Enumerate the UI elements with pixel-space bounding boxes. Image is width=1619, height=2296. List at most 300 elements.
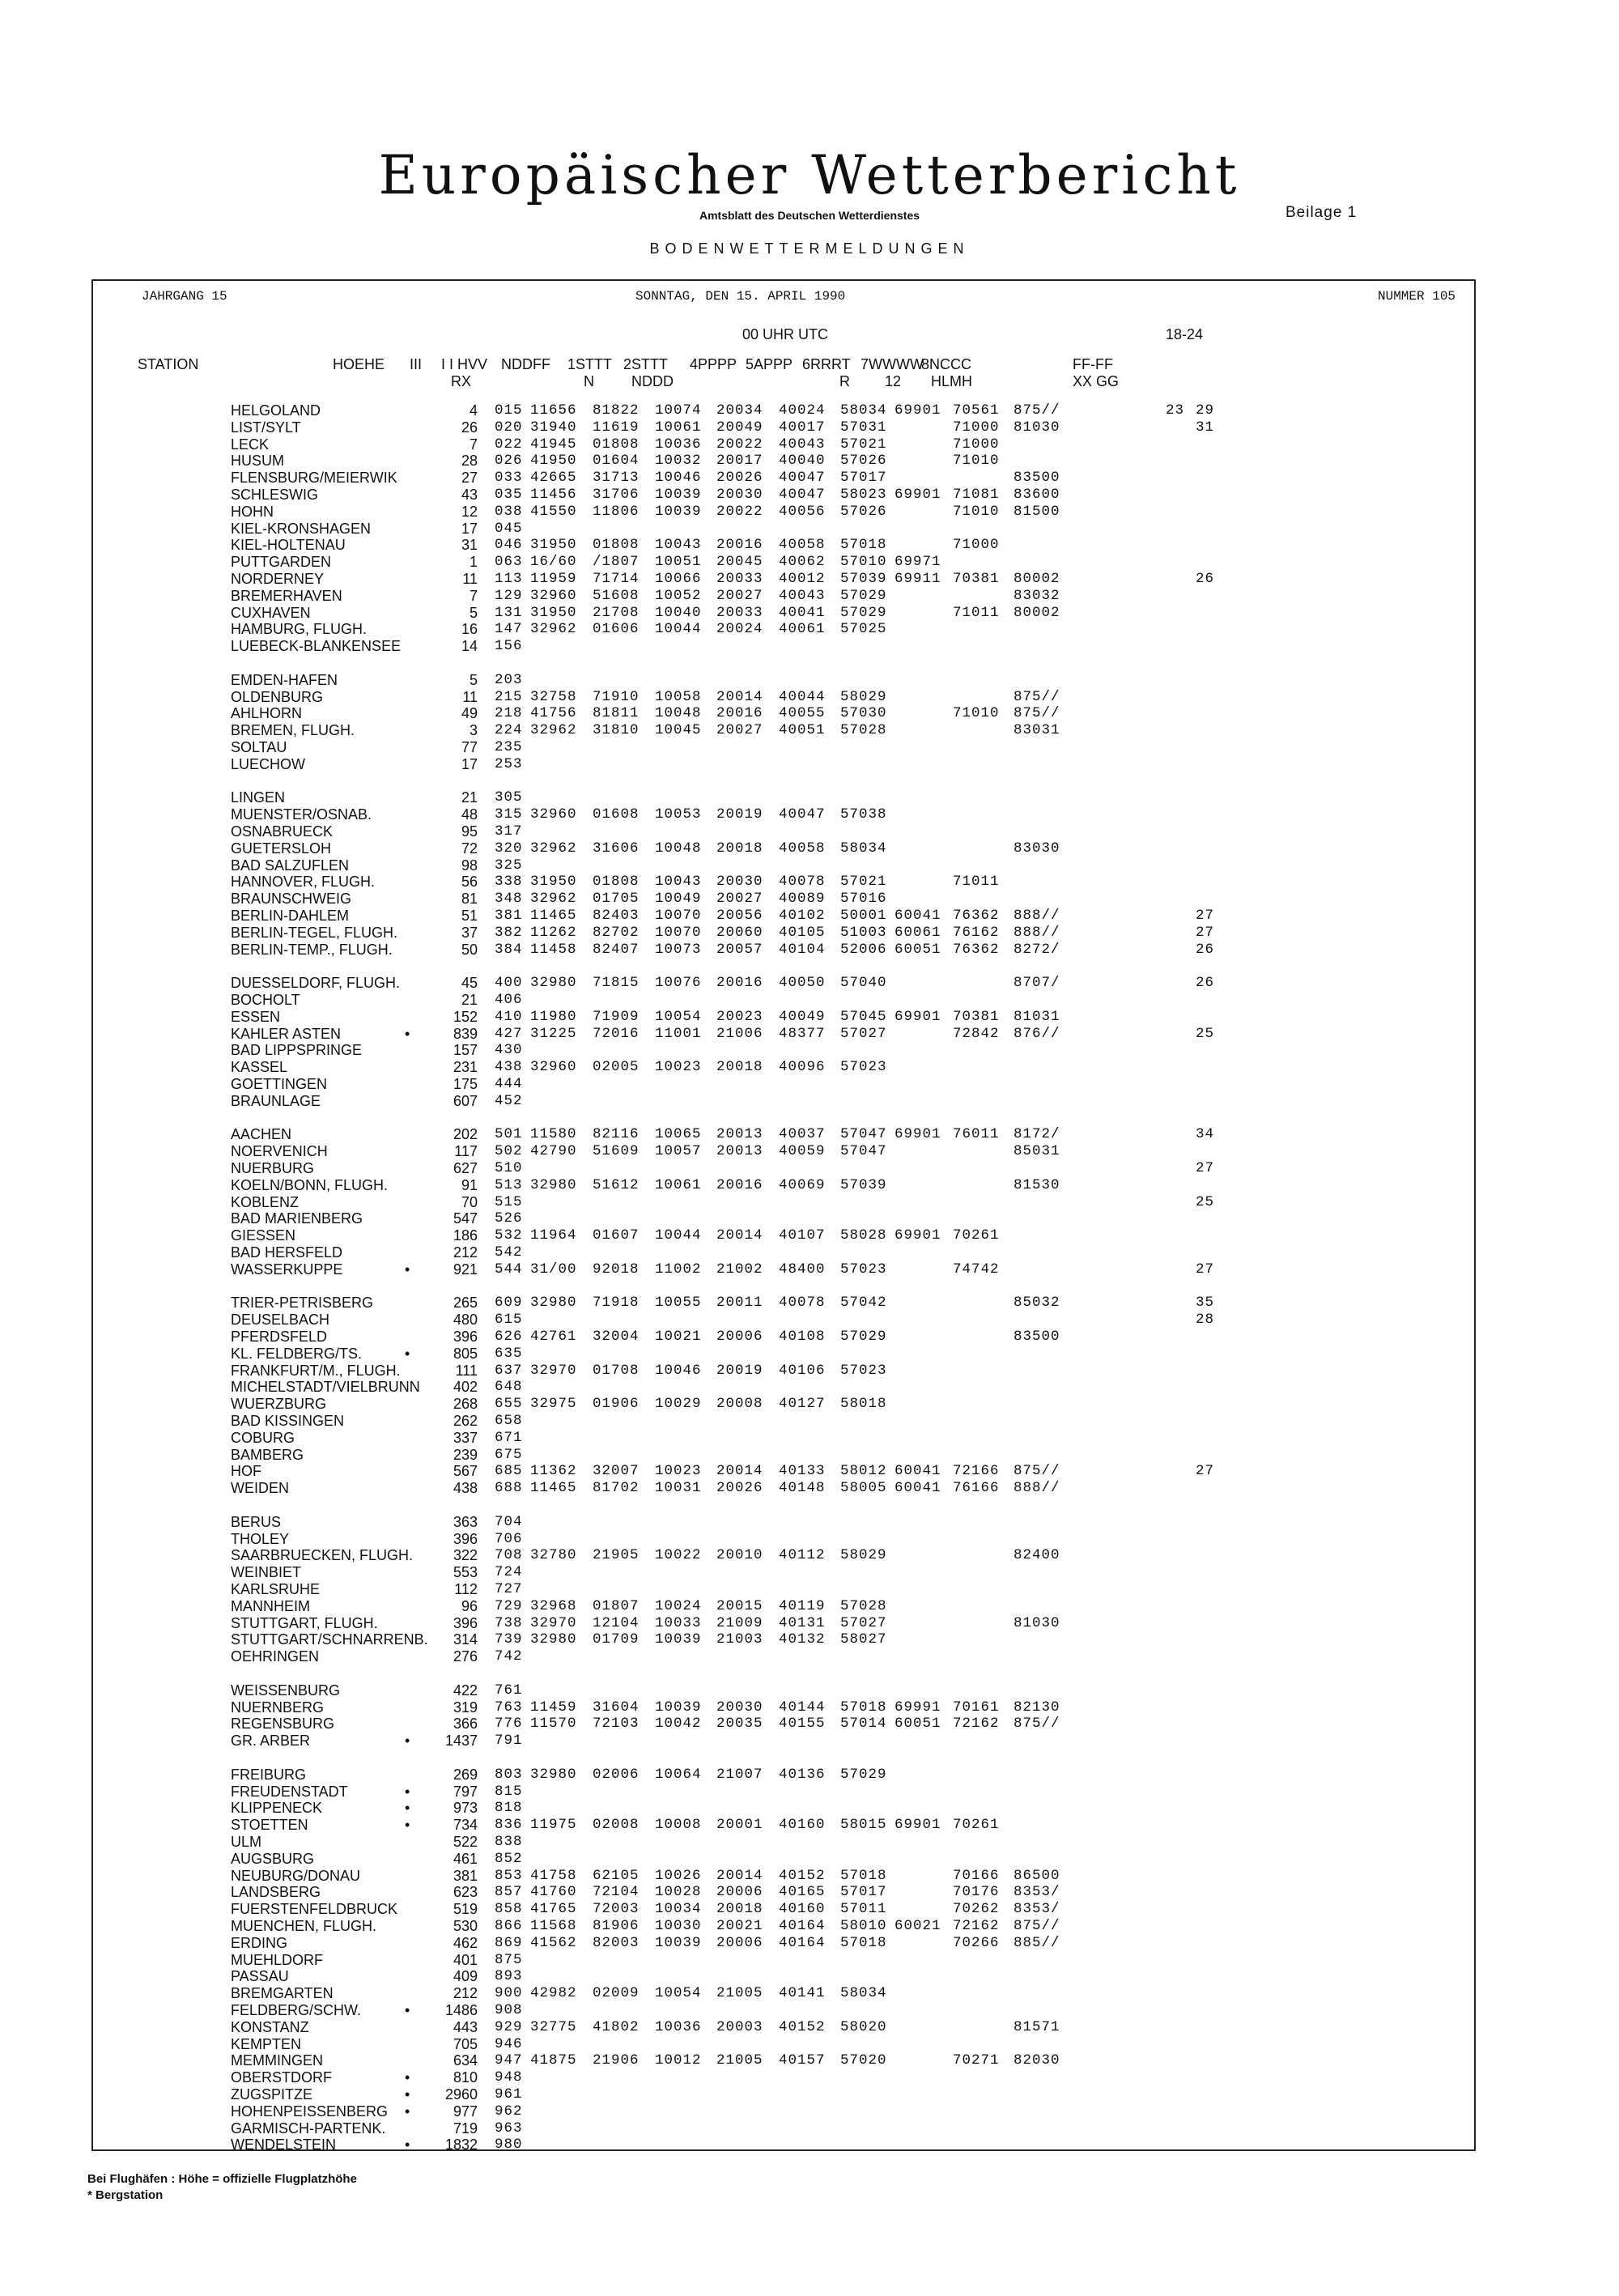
synop-group: 57039 [840, 1176, 887, 1193]
station-height: 77 [461, 739, 478, 755]
station-name: BREMERHAVEN [231, 587, 342, 604]
col-iii: III [410, 356, 423, 372]
synop-group: 20006 [716, 1329, 763, 1345]
synop-group: 76166 [953, 1480, 1000, 1497]
station-name: EMDEN-HAFEN [231, 671, 338, 688]
synop-group: 72003 [593, 1901, 640, 1918]
station-height: 522 [453, 1834, 478, 1850]
synop-group: 31950 [530, 537, 577, 554]
synop-group: 20033 [716, 604, 763, 621]
station-index: 305 [495, 789, 523, 806]
synop-group: 32962 [530, 891, 577, 908]
synop-group: 01606 [593, 621, 640, 638]
synop-group: 20022 [716, 436, 763, 453]
synop-group: 10061 [655, 419, 702, 436]
synop-group: 57039 [840, 571, 887, 587]
station-height: 409 [453, 1968, 478, 1985]
synop-group: 11975 [530, 1817, 577, 1834]
station-name: LIST/SYLT [231, 419, 301, 436]
synop-group: 40152 [779, 1867, 826, 1884]
station-height: 839 [453, 1025, 478, 1042]
station-name: WUERZBURG [231, 1396, 326, 1413]
synop-group: 20019 [716, 806, 763, 823]
station-name: LINGEN [231, 789, 286, 806]
synop-group: 10030 [655, 1918, 702, 1934]
synop-group: 57023 [840, 1059, 887, 1076]
station-height: 627 [453, 1160, 478, 1176]
station-height: 322 [453, 1547, 478, 1564]
synop-group: 21002 [716, 1261, 763, 1278]
synop-group: 82003 [593, 1934, 640, 1951]
synop-group: 20026 [716, 1480, 763, 1497]
synop-group: 57028 [840, 722, 887, 739]
station-height: 11 [462, 571, 478, 587]
station-name: WASSERKUPPE [231, 1261, 343, 1278]
page-title: Europäischer Wetterbericht [378, 144, 1241, 206]
synop-group: 42982 [530, 1985, 577, 2002]
synop-group: 10076 [655, 975, 702, 992]
station-name: LANDSBERG [231, 1884, 321, 1901]
station-index: 852 [495, 1850, 523, 1867]
synop-group: 71714 [593, 571, 640, 587]
synop-group: 40059 [779, 1143, 826, 1160]
synop-group: 32004 [593, 1329, 640, 1345]
synop-group: 875// [1013, 1463, 1060, 1480]
synop-group: 40112 [779, 1547, 826, 1564]
synop-group: 01608 [593, 806, 640, 823]
station-index: 763 [495, 1699, 523, 1716]
synop-group: 32980 [530, 1176, 577, 1193]
mountain-station-marker: • [405, 2137, 410, 2154]
synop-group: 20014 [716, 1227, 763, 1244]
synop-group: 10008 [655, 1817, 702, 1834]
synop-group: 70561 [953, 402, 1000, 419]
station-height: 21 [461, 992, 478, 1008]
synop-group: 57027 [840, 1025, 887, 1042]
station-name: FRANKFURT/M., FLUGH. [231, 1362, 401, 1379]
synop-group: 72103 [593, 1716, 640, 1733]
synop-group: 32780 [530, 1547, 577, 1564]
station-height: 152 [453, 1008, 478, 1025]
station-name: OSNABRUECK [231, 823, 334, 840]
synop-group: 875// [1013, 688, 1060, 705]
station-name: LECK [231, 436, 270, 453]
synop-group: 40165 [779, 1884, 826, 1901]
station-index: 235 [495, 739, 523, 755]
synop-group: 16/60 [530, 554, 577, 571]
station-height: 337 [453, 1429, 478, 1446]
synop-group: 32960 [530, 806, 577, 823]
station-index: 444 [495, 1076, 523, 1092]
synop-group: 57023 [840, 1261, 887, 1278]
station-index: 026 [495, 453, 523, 470]
synop-group: 40051 [779, 722, 826, 739]
gust-value-2: 27 [1196, 908, 1215, 924]
synop-group: 81030 [1013, 419, 1060, 436]
synop-group: 40058 [779, 840, 826, 857]
station-index: 655 [495, 1396, 523, 1413]
synop-group: 57018 [840, 1867, 887, 1884]
synop-group: 20014 [716, 1867, 763, 1884]
synop-group: 10066 [655, 571, 702, 587]
station-name: AHLHORN [231, 705, 303, 722]
synop-group: 10031 [655, 1480, 702, 1497]
station-name: FELDBERG/SCHW. [231, 2002, 362, 2018]
synop-group: 40056 [779, 503, 826, 520]
synop-group: 57047 [840, 1126, 887, 1143]
station-height: 810 [453, 2069, 478, 2086]
station-name: GR. ARBER [231, 1733, 311, 1750]
station-height: 462 [453, 1934, 478, 1951]
station-index: 384 [495, 941, 523, 958]
synop-group: 40040 [779, 453, 826, 470]
synop-group: 40043 [779, 436, 826, 453]
col-6rrrt-line2: R [839, 373, 850, 389]
station-height: 634 [453, 2052, 478, 2069]
station-height: 4 [469, 402, 478, 419]
station-name: DUESSELDORF, FLUGH. [231, 975, 401, 992]
synop-group: 71918 [593, 1295, 640, 1312]
station-name: KARLSRUHE [231, 1581, 321, 1597]
station-height: 401 [453, 1951, 478, 1968]
synop-group: 21905 [593, 1547, 640, 1564]
station-index: 815 [495, 1783, 523, 1800]
synop-group: 10052 [655, 587, 702, 604]
page-subtitle: Amtsblatt des Deutschen Wetterdienstes [699, 209, 920, 222]
station-name: BAD MARIENBERG [231, 1210, 363, 1227]
station-index: 215 [495, 688, 523, 705]
synop-group: 11262 [530, 924, 577, 941]
synop-group: 20027 [716, 587, 763, 604]
gust-value-2: 26 [1196, 571, 1215, 587]
synop-group: 57038 [840, 806, 887, 823]
station-index: 724 [495, 1564, 523, 1581]
synop-group: 10070 [655, 924, 702, 941]
synop-group: 40157 [779, 2052, 826, 2069]
station-height: 239 [453, 1446, 478, 1463]
synop-group: 76011 [953, 1126, 1000, 1143]
station-name: HANNOVER, FLUGH. [231, 874, 376, 891]
synop-group: 76362 [953, 908, 1000, 924]
station-name: REGENSBURG [231, 1716, 335, 1733]
station-name: AACHEN [231, 1126, 292, 1143]
station-index: 685 [495, 1463, 523, 1480]
station-height: 212 [453, 1985, 478, 2002]
col-8nccc-line1: 8NCCC [921, 356, 972, 372]
synop-group: 58020 [840, 2018, 887, 2035]
synop-group: 57026 [840, 503, 887, 520]
synop-group: 11458 [530, 941, 577, 958]
synop-group: 40024 [779, 402, 826, 419]
synop-group: 81031 [1013, 1008, 1060, 1025]
synop-group: 70262 [953, 1901, 1000, 1918]
station-index: 544 [495, 1261, 523, 1278]
mountain-station-marker: • [405, 1783, 410, 1800]
synop-group: 57031 [840, 419, 887, 436]
station-index: 791 [495, 1733, 523, 1750]
station-index: 609 [495, 1295, 523, 1312]
synop-group: 81030 [1013, 1614, 1060, 1631]
synop-group: 57030 [840, 705, 887, 722]
synop-group: 60041 [894, 908, 941, 924]
synop-group: 20001 [716, 1817, 763, 1834]
synop-group: 58023 [840, 487, 887, 503]
synop-group: 11001 [655, 1025, 702, 1042]
synop-group: 40105 [779, 924, 826, 941]
synop-group: 83500 [1013, 1329, 1060, 1345]
station-name: PASSAU [231, 1968, 289, 1985]
station-index: 858 [495, 1901, 523, 1918]
col-7wwww [860, 356, 924, 390]
station-height: 95 [461, 823, 478, 840]
station-index: 325 [495, 857, 523, 874]
synop-group: 32758 [530, 688, 577, 705]
synop-group: 20023 [716, 1008, 763, 1025]
issue-number: NUMMER 105 [1378, 289, 1456, 304]
synop-group: 51608 [593, 587, 640, 604]
station-index: 438 [495, 1059, 523, 1076]
station-height: 14 [461, 638, 478, 655]
synop-group: 40119 [779, 1597, 826, 1614]
synop-group: 71000 [953, 419, 1000, 436]
station-height: 553 [453, 1564, 478, 1581]
synop-group: 32962 [530, 840, 577, 857]
synop-group: 40078 [779, 874, 826, 891]
synop-group: 10042 [655, 1716, 702, 1733]
station-name: HAMBURG, FLUGH. [231, 621, 368, 638]
synop-group: 01709 [593, 1631, 640, 1648]
synop-group: 10070 [655, 908, 702, 924]
synop-group: 82407 [593, 941, 640, 958]
col-1sttt [567, 356, 612, 390]
station-height: 17 [461, 520, 478, 537]
synop-group: 82130 [1013, 1699, 1060, 1716]
col-2sttt [623, 356, 674, 390]
station-index: 317 [495, 823, 523, 840]
station-height: 1 [469, 554, 478, 571]
synop-group: 40050 [779, 975, 826, 992]
synop-group: 40152 [779, 2018, 826, 2035]
synop-group: 32775 [530, 2018, 577, 2035]
synop-group: 48400 [779, 1261, 826, 1278]
synop-group: 11568 [530, 1918, 577, 1934]
station-index: 836 [495, 1817, 523, 1834]
synop-group: 02009 [593, 1985, 640, 2002]
synop-group: 58034 [840, 1985, 887, 2002]
synop-group: 21007 [716, 1766, 763, 1783]
synop-group: 70161 [953, 1699, 1000, 1716]
synop-group: 10036 [655, 436, 702, 453]
station-name: OLDENBURG [231, 688, 324, 705]
station-name: FUERSTENFELDBRUCK [231, 1901, 398, 1918]
synop-group: 40160 [779, 1901, 826, 1918]
synop-group: 10065 [655, 1126, 702, 1143]
synop-group: 71010 [953, 453, 1000, 470]
synop-group: 10061 [655, 1176, 702, 1193]
synop-group: 20057 [716, 941, 763, 958]
station-height: 396 [453, 1329, 478, 1345]
synop-group: 51609 [593, 1143, 640, 1160]
station-index: 131 [495, 604, 523, 621]
synop-group: 50001 [840, 908, 887, 924]
synop-group: 69901 [894, 1817, 941, 1834]
synop-group: 10023 [655, 1059, 702, 1076]
station-height: 5 [469, 604, 478, 621]
station-name: KASSEL [231, 1059, 288, 1076]
synop-group: 01708 [593, 1362, 640, 1379]
station-height: 157 [453, 1042, 478, 1059]
station-index: 515 [495, 1193, 523, 1210]
synop-group: 57028 [840, 1597, 887, 1614]
station-name: NORDERNEY [231, 571, 325, 587]
col-ihvv-line2: RX [451, 373, 472, 389]
synop-group: 69901 [894, 1008, 941, 1025]
station-height: 56 [461, 874, 478, 891]
synop-group: 71010 [953, 705, 1000, 722]
synop-group: 40106 [779, 1362, 826, 1379]
synop-group: 11656 [530, 402, 577, 419]
synop-group: 41758 [530, 1867, 577, 1884]
volume-label: JAHRGANG 15 [142, 289, 227, 304]
station-name: KOBLENZ [231, 1193, 300, 1210]
synop-group: 20027 [716, 891, 763, 908]
synop-group: 72016 [593, 1025, 640, 1042]
station-index: 729 [495, 1597, 523, 1614]
synop-group: 10057 [655, 1143, 702, 1160]
gust-value-2: 27 [1196, 1160, 1215, 1176]
synop-group: 60051 [894, 941, 941, 958]
synop-group: 70266 [953, 1934, 1000, 1951]
station-height: 51 [461, 908, 478, 924]
station-name: WEINBIET [231, 1564, 302, 1581]
synop-group: 57018 [840, 1934, 887, 1951]
synop-group: 81702 [593, 1480, 640, 1497]
synop-group: 72842 [953, 1025, 1000, 1042]
station-index: 857 [495, 1884, 523, 1901]
synop-group: 32962 [530, 621, 577, 638]
synop-group: 58034 [840, 402, 887, 419]
synop-group: 8707/ [1013, 975, 1060, 992]
synop-group: 71815 [593, 975, 640, 992]
station-name: ESSEN [231, 1008, 281, 1025]
station-height: 37 [461, 924, 478, 941]
synop-group: 58010 [840, 1918, 887, 1934]
station-height: 396 [453, 1614, 478, 1631]
synop-group: 20033 [716, 571, 763, 587]
station-name: MUENCHEN, FLUGH. [231, 1918, 377, 1934]
synop-group: 10023 [655, 1463, 702, 1480]
station-index: 113 [495, 571, 523, 587]
station-height: 438 [453, 1480, 478, 1497]
synop-group: 40108 [779, 1329, 826, 1345]
synop-group: 10045 [655, 722, 702, 739]
gust-value-2: 27 [1196, 1463, 1215, 1480]
synop-group: 86500 [1013, 1867, 1060, 1884]
station-name: GARMISCH-PARTENK. [231, 2120, 386, 2137]
station-name: LUECHOW [231, 755, 306, 772]
synop-group: 875// [1013, 1918, 1060, 1934]
station-index: 948 [495, 2069, 523, 2086]
synop-group: 69901 [894, 487, 941, 503]
synop-group: 82702 [593, 924, 640, 941]
station-name: BAD KISSINGEN [231, 1413, 345, 1429]
station-index: 893 [495, 1968, 523, 1985]
synop-group: 70261 [953, 1817, 1000, 1834]
synop-group: 31706 [593, 487, 640, 503]
synop-group: 81811 [593, 705, 640, 722]
station-name: STUTTGART/SCHNARRENB. [231, 1631, 428, 1648]
synop-group: 20018 [716, 840, 763, 857]
mountain-station-marker: • [405, 1800, 410, 1817]
synop-group: 20018 [716, 1901, 763, 1918]
synop-group: 71910 [593, 688, 640, 705]
synop-group: 82400 [1013, 1547, 1060, 1564]
synop-group: 01604 [593, 453, 640, 470]
synop-group: 74742 [953, 1261, 1000, 1278]
station-height: 461 [453, 1850, 478, 1867]
station-index: 218 [495, 705, 523, 722]
station-height: 112 [454, 1581, 478, 1597]
station-name: WEIDEN [231, 1480, 289, 1497]
station-index: 615 [495, 1312, 523, 1329]
synop-group: 21005 [716, 2052, 763, 2069]
station-height: 17 [461, 755, 478, 772]
synop-group: 40132 [779, 1631, 826, 1648]
station-name: THOLEY [231, 1530, 290, 1547]
synop-group: 10046 [655, 470, 702, 487]
station-index: 320 [495, 840, 523, 857]
station-height: 72 [461, 840, 478, 857]
synop-group: 58028 [840, 1227, 887, 1244]
station-height: 443 [453, 2018, 478, 2035]
synop-group: 40062 [779, 554, 826, 571]
synop-group: 11964 [530, 1227, 577, 1244]
station-height: 1486 [444, 2002, 478, 2018]
station-index: 818 [495, 1800, 523, 1817]
mountain-station-marker: • [405, 2103, 410, 2120]
station-height: 70 [461, 1193, 478, 1210]
synop-group: 71000 [953, 537, 1000, 554]
station-index: 776 [495, 1716, 523, 1733]
synop-group: 31810 [593, 722, 640, 739]
station-name: BERLIN-DAHLEM [231, 908, 350, 924]
synop-group: 60021 [894, 1918, 941, 1934]
synop-group: 20026 [716, 470, 763, 487]
synop-group: 01808 [593, 874, 640, 891]
synop-group: 81530 [1013, 1176, 1060, 1193]
footnote-mountain-station: * Bergstation [87, 2188, 164, 2202]
synop-group: 12104 [593, 1614, 640, 1631]
synop-group: 31940 [530, 419, 577, 436]
synop-group: 32962 [530, 722, 577, 739]
station-height: 81 [461, 891, 478, 908]
synop-group: 21003 [716, 1631, 763, 1648]
col-6rrrt [802, 356, 851, 390]
section-title: BODENWETTERMELDUNGEN [649, 240, 970, 257]
synop-group: 875// [1013, 705, 1060, 722]
synop-group: 01607 [593, 1227, 640, 1244]
col-6rrrt-line1: 6RRRT [802, 356, 851, 372]
synop-group: 52006 [840, 941, 887, 958]
synop-group: 40041 [779, 604, 826, 621]
station-height: 212 [453, 1244, 478, 1261]
station-index: 203 [495, 671, 523, 688]
synop-group: 20060 [716, 924, 763, 941]
synop-group: 40102 [779, 908, 826, 924]
col-ffff [1073, 356, 1119, 390]
synop-group: 21005 [716, 1985, 763, 2002]
station-index: 739 [495, 1631, 523, 1648]
